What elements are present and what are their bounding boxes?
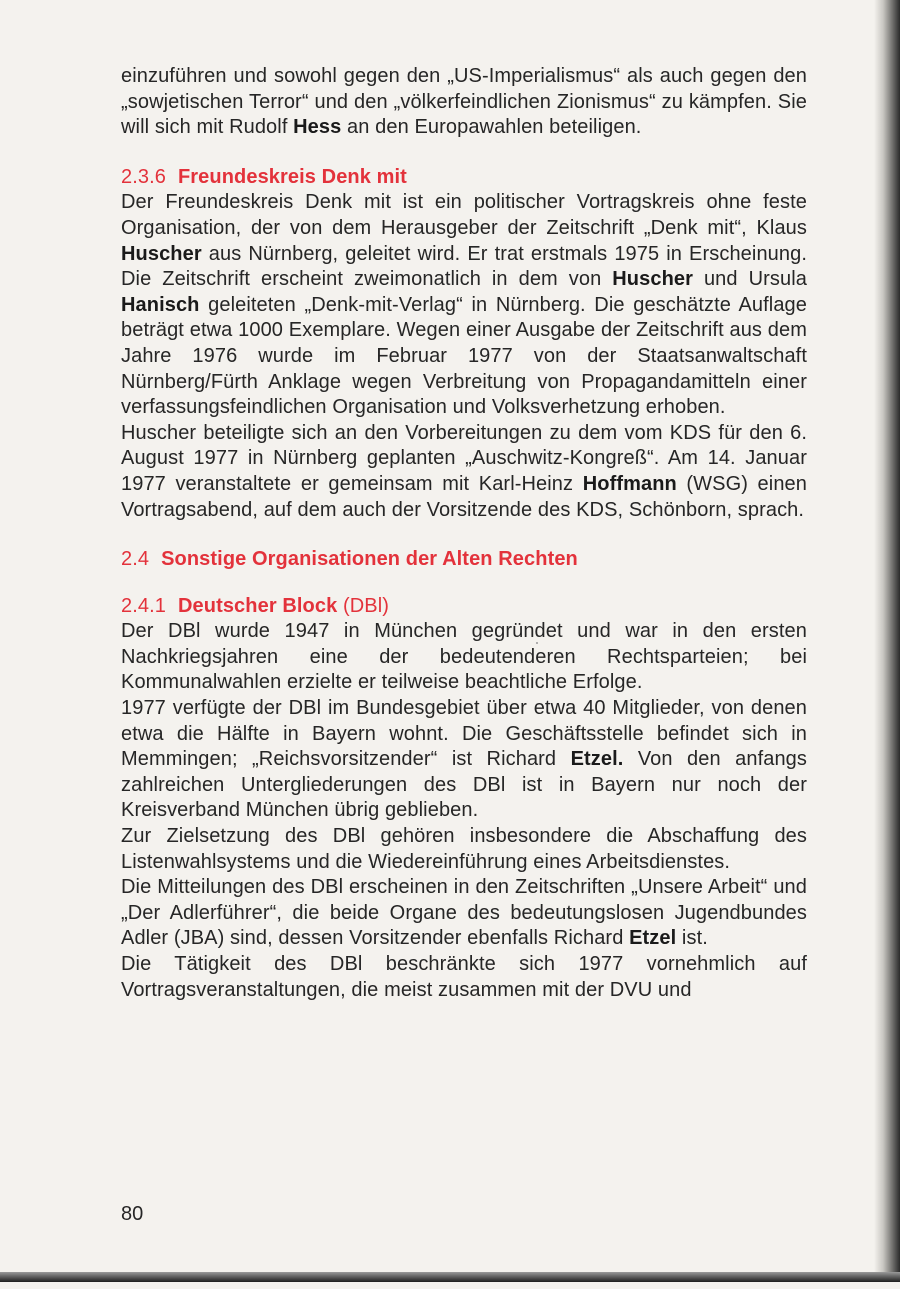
text-run: Der Freundeskreis Denk mit ist ein politischer Vortragskreis ohne feste Organisation, der von dem Herausgeber der Zeitschrift „Denk mit“, Klaus — [121, 191, 807, 239]
paragraph-2-4-1-c — [121, 824, 807, 875]
text-run: Die Mitteilungen des DBl erscheinen in den Zeitschriften „Unsere Arbeit“ und „Der Adlerführer“, die beide Organe des bedeutungslosen Jugendbundes Adler (JBA) sind, dessen Vorsitzender ebenfalls Richard — [121, 876, 807, 950]
page-edge-shadow-right — [874, 0, 900, 1282]
intro-paragraph — [121, 64, 807, 141]
text-run: Huscher beteiligte sich an den Vorbereitungen zu dem vom KDS für den 6. August 1977 in Nürnberg geplanten „Auschwitz-Kongreß“. Am 14. Januar 1977 veranstaltete er gemeinsam mit Karl-Heinz — [121, 421, 807, 495]
heading-number: 2.4 — [121, 548, 150, 571]
heading-2-4-1 — [121, 594, 807, 620]
page-edge-shadow-bottom — [0, 1272, 900, 1282]
heading-title: Sonstige Organisationen der Alten Rechten — [161, 548, 578, 571]
text-run: Der DBl wurde 1947 in München gegründet und war in den ersten Nachkriegsjahren eine der bedeutenderen Rechtsparteien; bei Kommunalwahlen erzielte er teilweise beachtliche Erfolge. — [121, 620, 807, 694]
heading-title: Deutscher Block — [177, 594, 338, 617]
bold-name: Etzel. — [570, 748, 624, 771]
text-run: Die Tätigkeit des DBl beschränkte sich 1977 vornehmlich auf Vortragsveranstaltungen, die meist zusammen mit der DVU und — [121, 953, 807, 1001]
text-run: 1977 verfügte der DBl im Bundesgebiet über etwa 40 Mitglieder, von denen etwa die Hälfte in Bayern wohnt. Die Geschäftsstelle befindet sich in Memmingen; „Reichsvorsitzender“ ist Richard — [121, 697, 807, 771]
paragraph-2-4-1-a — [121, 619, 807, 696]
paragraph-2-4-1-d — [121, 875, 807, 952]
heading-abbreviation: (DBl) — [343, 594, 390, 617]
heading-number: 2.4.1 — [121, 594, 166, 617]
body-text — [121, 64, 807, 1003]
bold-name: Etzel — [629, 927, 677, 950]
paragraph-2-4-1-e — [121, 952, 807, 1003]
paragraph-2-3-6-a — [121, 190, 807, 420]
text-run: (WSG) einen Vortragsabend, auf dem auch der Vorsitzende des KDS, Schönborn, sprach. — [121, 472, 807, 521]
page-number: 80 — [121, 1203, 144, 1225]
text-run: geleiteten „Denk-mit-Verlag“ in Nürnberg. Die geschätzte Auflage beträgt etwa 1000 Exemplare. Wegen einer Ausgabe der Zeitschrift aus dem Jahre 1976 wurde im Februar 1977 von der Staatsanwaltschaft Nürnberg/Fürth Anklage wegen Verbreitung von Propagandamitteln einer verfassungsfeindlichen Organisation und Volksverhetzung erhoben. — [121, 293, 807, 419]
bold-name: Hoffmann — [582, 472, 677, 495]
heading-number: 2.3.6 — [121, 165, 166, 188]
paragraph-2-4-1-b — [121, 696, 807, 824]
text-run: einzuführen und sowohl gegen den „US-Imperialismus“ als auch gegen den „sowjetischen Terror“ und den „völkerfeindlichen Zionismus“ zu kämpfen. Sie will sich mit Rudolf — [121, 65, 807, 139]
heading-2-4 — [121, 547, 807, 573]
heading-2-3-6 — [121, 165, 807, 191]
bold-name: Hess — [293, 116, 342, 139]
text-run: Von den anfangs zahlreichen Untergliederungen des DBl ist in Bayern nur noch der Kreisverband München übrig geblieben. — [121, 748, 807, 822]
heading-title: Freundeskreis Denk mit — [177, 165, 407, 188]
text-run: aus Nürnberg, geleitet wird. Er trat erstmals 1975 in Erscheinung. Die Zeitschrift erscheint zweimonatlich in dem von — [121, 242, 807, 291]
paragraph-2-3-6-b — [121, 421, 807, 523]
bold-name: Hanisch — [121, 293, 200, 316]
bold-name: Huscher — [612, 268, 693, 291]
text-run: und Ursula — [693, 268, 807, 291]
text-run: an den Europawahlen beteiligen. — [341, 116, 642, 139]
bold-name: Huscher — [121, 242, 202, 265]
text-run: Zur Zielsetzung des DBl gehören insbesondere die Abschaffung des Listenwahlsystems und die Wiedereinführung eines Arbeitsdienstes. — [121, 825, 807, 873]
text-run: ist. — [676, 927, 708, 950]
